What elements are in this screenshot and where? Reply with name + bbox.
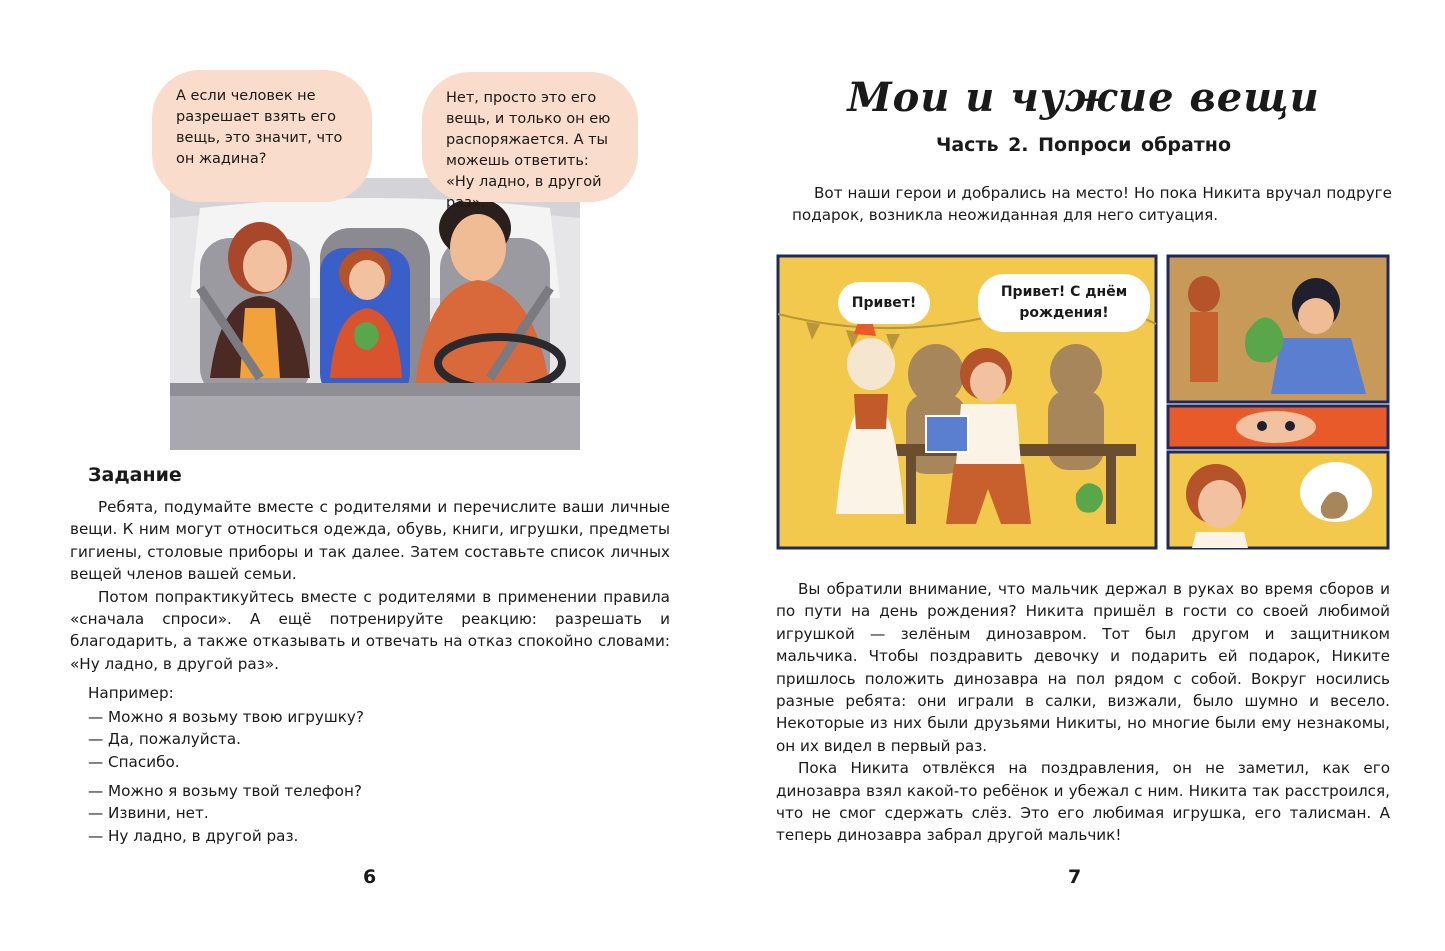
page-number-right: 7 [1068,866,1082,888]
right-page [722,0,1445,951]
speech-bubble-child [152,70,372,202]
example-intro: Например: [88,684,174,702]
dialog-line: — Спасибо. [88,752,180,771]
example-dialog-2 [88,780,362,847]
dialog-line: — Можно я возьму твой телефон? [88,782,362,800]
story-text [776,578,1390,847]
birthday-comic [776,254,1390,550]
example-dialog-1 [88,706,364,773]
task-paragraph: Потом попрактикуйтесь вместе с родителями в применении правила «сначала спроси». А ещё потренируйте реакцию: разрешать и благодарить, а также отказывать и отвечать на отказ спокойно словами: «Ну ладно, в другой раз». [70,587,670,673]
speech-bubble-child-text: А если человек не разрешает взять его вещь, это значит, что он жадина? [176,88,343,167]
dialog-line: — Да, пожалуйста. [88,730,241,749]
speech-bubble-father-text: Нет, просто это его вещь, и только он ею распоряжается. А ты можешь ответить: «Ну ладно, в другой раз». [446,90,611,211]
comic-speech-boy: Привет! С днём рождения! [978,274,1150,332]
page-title: Мои и чужие вещи [847,74,1320,121]
comic-speech-girl: Привет! [838,282,930,324]
dialog-line: — Извини, нет. [88,804,209,823]
page-number-left: 6 [363,866,377,888]
task-paragraph: Ребята, подумайте вместе с родителями и перечислите ваши личные вещи. К ним могут относиться одежда, обувь, книги, игрушки, предметы гигиены, столовые приборы и так далее. Затем составьте список личных вещей членов вашей семьи. [70,498,670,584]
task-heading: Задание [88,464,182,486]
story-paragraph: Пока Никита отвлёкся на поздравления, он не заметил, как его динозавра взял какой-то ребёнок и убежал с ним. Никита так расстроился, что не смог сдержать слёз. Это его любимая игрушка, его талисман. А теперь динозавра забрал другой мальчик! [776,759,1390,845]
left-page [0,0,722,951]
car-family-illustration [170,178,580,450]
page-subtitle: Часть 2. Попроси обратно [936,134,1231,156]
dialog-line: — Ну ладно, в другой раз. [88,826,299,845]
dialog-line: — Можно я возьму твою игрушку? [88,708,364,726]
intro-text [792,182,1392,227]
intro-paragraph: Вот наши герои и добрались на место! Но пока Никита вручал подруге подарок, возникла неожиданная для него ситуация. [792,184,1392,225]
speech-bubble-father [422,72,638,211]
story-paragraph: Вы обратили внимание, что мальчик держал в руках во время сборов и по пути на день рождения? Никита пришёл в гости со своей любимой игрушкой — зелёным динозавром. Тот был другом и защитником мальчика. Чтобы поздравить девочку и подарить ей подарок, Никите пришлось положить динозавра на пол рядом с собой. Вокруг носились разные ребята: они играли в салки, визжали, было шумно и весело. Некоторые из них были друзьями Никиты, но многие были ему незнакомы, он их видел в первый раз. [776,580,1390,755]
task-text [70,496,670,675]
